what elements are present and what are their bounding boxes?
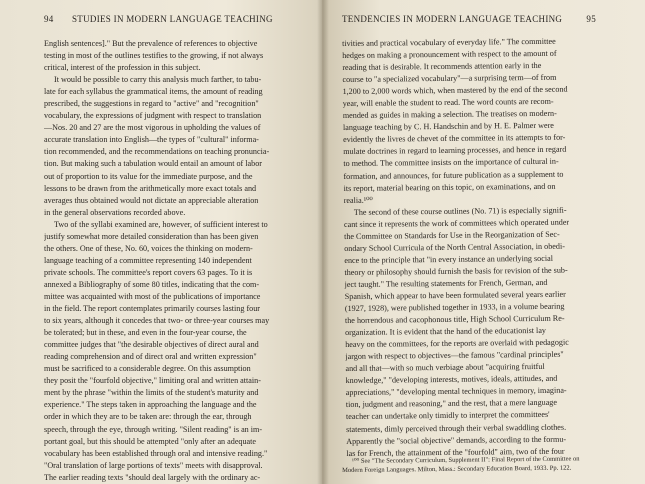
text-line: knowledge," "developing interests, motives, ideals, attitudes, and	[345, 374, 558, 386]
text-line: committee judges that "the desirable objectives of direct aural and	[44, 340, 259, 350]
text-line: the others. One of these, No. 60, voices the thinking on modern-	[44, 243, 253, 253]
text-line: private schools. The committee's report covers 63 pages. To it is	[44, 267, 253, 277]
text-line: tion, judgment and reasoning," and the rest, that a mere language	[345, 398, 558, 410]
text-line: The earlier reading texts "should deal largely with the ordinary ac-	[44, 472, 261, 482]
text-line: English sentences]." But the prevalence of references to objective	[44, 39, 258, 48]
left-page	[0, 0, 322, 484]
footnote-line: ¹⁰⁰ See "The Secondary Curriculum, Supplement II": Final Report of the Committee on	[351, 455, 580, 465]
text-line: theory or philosophy should furnish the basis for revision of the sub-	[344, 265, 568, 277]
text-line: ment by the phrase "within the limits of the student's maturity and	[44, 388, 259, 398]
text-line: organization. It is evident that the hand of the educationist lay	[345, 326, 547, 338]
text-line: portant goal, but this should be attempted "only after an adequate	[44, 436, 257, 446]
text-line: tion recommended, and the recommendations on teaching pronuncia-	[44, 147, 270, 157]
text-line: annexed a Bibliography of some 80 titles, indicating that the com-	[44, 279, 260, 289]
text-line: statements, dimly perceived through their verbal swaddling clothes.	[346, 422, 567, 434]
text-line: reading that is desirable. It recommends attention early in the	[342, 61, 542, 73]
text-line: The second of these course outlines (No. 71) is especially signifi-	[353, 205, 567, 217]
text-line: late for each syllabus the grammatical items, the amount of reading	[44, 87, 263, 97]
text-line: out of proportion to its value for the immediate purpose, and the	[44, 171, 253, 181]
text-line: in the field. The report contemplates primarily courses lasting four	[44, 304, 261, 314]
text-line: averages thus obtained would not dictate an appreciable alteration	[44, 195, 259, 205]
text-line: 1,200 to 2,000 words which, when mastered by the end of the second	[342, 84, 568, 97]
text-line: its report, material bearing on this topic, on examinations, and on	[343, 181, 556, 193]
text-line: reading comprehension and of direct oral and written expression"	[44, 352, 257, 362]
text-line: testing in most of the outlines testifies to the growing, if not always	[44, 51, 264, 61]
right-page	[322, 0, 645, 484]
text-line: hedges on making a pronouncement with respect to the amount of	[342, 48, 557, 61]
text-line: justify somewhat more detailed consideration than has been given	[44, 231, 259, 241]
text-line: order in which they are to be taken are: through the ear, through	[44, 412, 252, 422]
text-line: realia.¹⁰⁰	[343, 195, 373, 205]
left-body-text	[44, 38, 296, 484]
text-line: tion. But making such a tabulation would entail an amount of labor	[44, 159, 262, 169]
text-line: cant since it represents the work of committees which operated under	[343, 217, 570, 229]
text-line: (1927, 1928), were published together in 1933, in a volume bearing	[344, 301, 565, 314]
text-line: to method. The committee insists on the importance of cultural in-	[343, 157, 559, 169]
text-line: course to "a specialized vocabulary"—a surprising term—of from	[342, 72, 557, 85]
text-line: teacher can undertake only timidly to interpret the committees'	[345, 410, 550, 422]
text-line: and all that—with so much verbiage about "acquiring fruitful	[345, 362, 545, 374]
footnote-line: Modern Foreign Languages. Milton, Mass.: Secondary Education Board, 1933. Pp. 122.	[342, 464, 572, 474]
text-line: to six years, although it concedes that two- or three-year courses may	[44, 316, 270, 326]
text-line: the horrendous and cacophonous title, High School Curriculum Re-	[344, 313, 565, 326]
text-line: Spanish, which appear to have been formulated several years earlier	[344, 289, 566, 301]
text-line: in the general observations recorded above.	[44, 207, 186, 217]
text-line: ondary School Curricula of the North Central Association, in obedi-	[344, 241, 565, 253]
text-line: mittee was acquainted with most of the publications of importance	[44, 291, 261, 301]
text-line: language teaching by C. H. Handschin and by H. E. Palmer were	[342, 121, 554, 133]
text-line: las for French, the attainment of the "fourfold" aim, two of the four	[346, 446, 565, 458]
text-line: prescribed, the suggestions in regard to "active" and "recognition"	[44, 99, 259, 109]
text-line: vocabulary has been established through oral and intensive reading."	[44, 448, 268, 458]
text-line: must be sacrificed to a considerable degree. On this assumption	[44, 364, 251, 374]
text-line: Apparently the "social objective" demands, according to the formu-	[346, 434, 567, 446]
text-line: vocabulary, the expressions of judgment with respect to translation	[44, 111, 262, 121]
text-line: Two of the syllabi examined are, however, of sufficient interest to	[54, 219, 268, 229]
text-line: "Oral translation of large portions of texts" meets with disapproval.	[44, 460, 263, 470]
text-line: tivities and practical vocabulary of everyday life." The committee	[342, 36, 556, 48]
text-line: mended as guides in making a selection. The treatises on modern-	[342, 109, 557, 121]
footnote	[342, 455, 596, 475]
text-line: language teaching of a committee representing 140 independent	[44, 255, 252, 265]
right-body-text	[342, 35, 600, 459]
text-line: mulate doctrines in regard to learning processes, and hence in regard	[343, 145, 567, 157]
text-line: ject taught." The resulting statements for French, German, and	[344, 277, 548, 289]
book-gutter	[317, 0, 329, 484]
right-header-title: TENDENCIES IN MODERN LANGUAGE TEACHING	[342, 14, 563, 24]
text-line: experience." The steps taken in approaching the language and the	[44, 400, 257, 410]
text-line: be tolerated; but in these, and even in the four-year course, the	[44, 328, 247, 338]
text-line: ence to the principle that "in every instance an underlying social	[344, 253, 553, 265]
left-page-number: 94	[44, 14, 54, 24]
text-line: the Committee on Standards for Use in the Reorganization of Sec-	[344, 229, 560, 241]
text-line: speech, through the eye, through writing. "Silent reading" is an im-	[44, 424, 263, 434]
left-header-title: STUDIES IN MODERN LANGUAGE TEACHING	[72, 14, 273, 24]
text-line: critical, interest of the profession in this subject.	[44, 63, 201, 73]
text-line: accurate translation into English—the types of "cultural" informa-	[44, 135, 259, 145]
text-line: appreciations," "developing mental techniques in memory, imagina-	[345, 386, 567, 398]
text-line: It would be possible to carry this analysis much farther, to tabu-	[54, 75, 262, 85]
text-line: lessons to be drawn from the arithmetically more exact totals and	[44, 183, 257, 193]
text-line: jargon with respect to objectives—the famous "cardinal principles"	[345, 349, 564, 362]
text-line: year, will enable the student to read. The word counts are recom-	[342, 97, 554, 109]
text-line: —Nos. 20 and 27 are the most vigorous in upholding the values of	[44, 123, 261, 133]
text-line: formation, and announces, for future publication as a supplement to	[343, 169, 564, 181]
right-page-number: 95	[586, 14, 596, 24]
text-line: heavy on the committees, for the reports are overlaid with pedagogic	[345, 337, 569, 350]
text-line: they posit the "fourfold objective," limiting oral and written attain-	[44, 376, 261, 386]
text-line: evidently the livres de chevet of the committee in its attempts to for-	[343, 133, 566, 145]
